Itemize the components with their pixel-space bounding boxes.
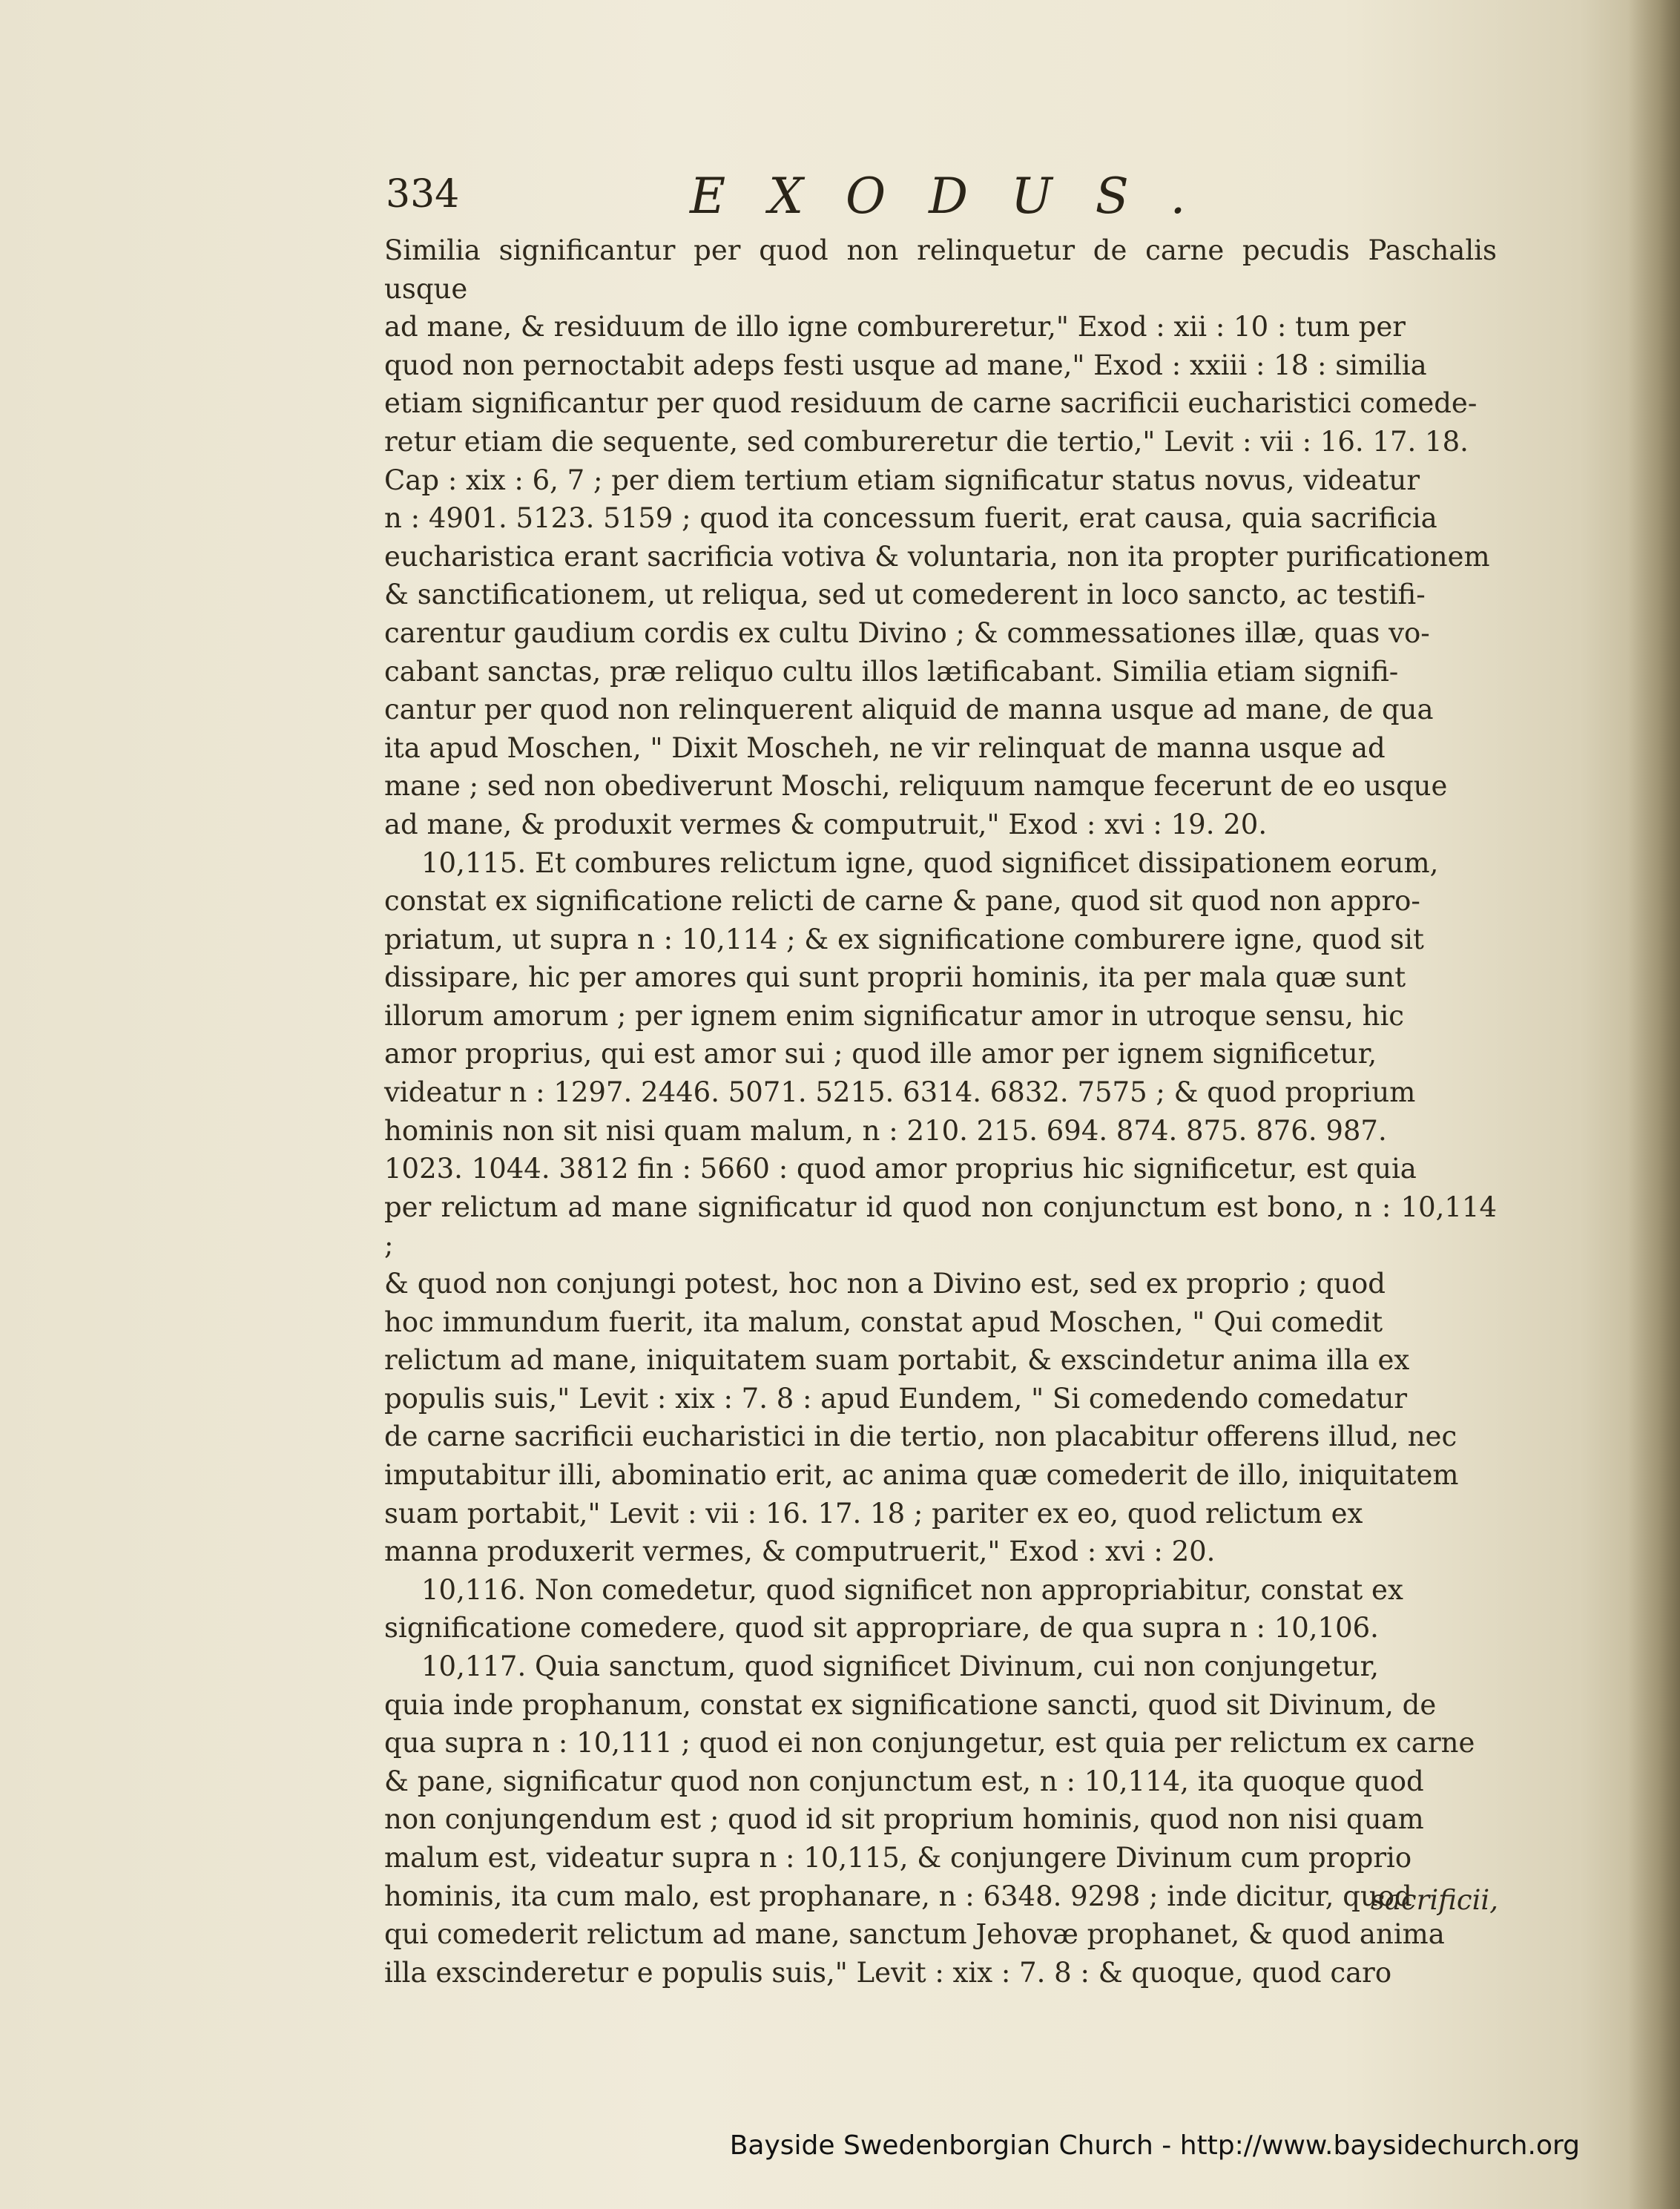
text-line: imputabitur illi, abominatio erit, ac anima quæ comederit de illo, iniquitatem xyxy=(384,1459,1459,1491)
text-line: malum est, videatur supra n : 10,115, & conjungere Divinum cum proprio xyxy=(384,1841,1412,1874)
text-line: etiam significantur per quod residuum de carne sacrificii eucharistici comede- xyxy=(384,387,1478,420)
text-line: quod non pernoctabit adeps festi usque ad mane," Exod : xxiii : 18 : similia xyxy=(384,349,1427,381)
paragraph-10116-start: 10,116. Non comedetur, quod significet non appropriabitur, constat ex xyxy=(421,1573,1403,1606)
text-line: hominis, ita cum malo, est prophanare, n : 6348. 9298 ; inde dicitur, quod xyxy=(384,1880,1412,1912)
text-line: ad mane, & produxit vermes & computruit," Exod : xvi : 19. 20. xyxy=(384,808,1268,840)
text-line: populis suis," Levit : xix : 7. 8 : apud Eundem, " Si comedendo comedatur xyxy=(384,1382,1408,1415)
text-line: n : 4901. 5123. 5159 ; quod ita concessum fuerit, erat causa, quia sacrificia xyxy=(384,502,1437,535)
text-line: suam portabit," Levit : vii : 16. 17. 18 ; pariter ex eo, quod relictum ex xyxy=(384,1497,1363,1530)
text-line: mane ; sed non obediverunt Moschi, reliquum namque fecerunt de eo usque xyxy=(384,770,1448,803)
text-line: qua supra n : 10,111 ; quod ei non conjungetur, est quia per relictum ex carne xyxy=(384,1727,1475,1759)
text-line: non conjungendum est ; quod id sit proprium hominis, quod non nisi quam xyxy=(384,1803,1424,1836)
text-line: quia inde prophanum, constat ex significatione sancti, quod sit Divinum, de xyxy=(384,1688,1437,1721)
page-header xyxy=(386,165,1498,231)
text-line: illorum amorum ; per ignem enim significatur amor in utroque sensu, hic xyxy=(384,999,1405,1032)
text-line: de carne sacrificii eucharistici in die tertio, non placabitur offerens illud, nec xyxy=(384,1420,1457,1453)
text-line: hominis non sit nisi quam malum, n : 210. 215. 694. 874. 875. 876. 987. xyxy=(384,1114,1387,1147)
body-text xyxy=(384,231,1497,1992)
paragraph-10115-start: 10,115. Et combures relictum igne, quod significet dissipationem eorum, xyxy=(421,846,1439,879)
text-line: qui comederit relictum ad mane, sanctum Jehovæ prophanet, & quod anima xyxy=(384,1918,1445,1951)
text-line: cantur per quod non relinquerent aliquid de manna usque ad mane, de qua xyxy=(384,694,1434,726)
text-line: & pane, significatur quod non conjunctum est, n : 10,114, ita quoque quod xyxy=(384,1765,1424,1797)
text-line: hoc immundum fuerit, ita malum, constat apud Moschen, " Qui comedit xyxy=(384,1306,1383,1338)
text-line: 1023. 1044. 3812 fin : 5660 : quod amor proprius hic significetur, est quia xyxy=(384,1153,1417,1185)
running-title: EXODUS. xyxy=(690,168,1229,225)
text-line: & sanctificationem, ut reliqua, sed ut comederent in loco sancto, ac testifi- xyxy=(384,579,1426,611)
text-line: manna produxerit vermes, & computruerit," Exod : xvi : 20. xyxy=(384,1535,1216,1568)
text-line: dissipare, hic per amores qui sunt proprii hominis, ita per mala quæ sunt xyxy=(384,961,1406,994)
watermark-footer: Bayside Swedenborgian Church - http://www.baysidechurch.org xyxy=(729,2130,1580,2161)
text-line: amor proprius, qui est amor sui ; quod ille amor per ignem significetur, xyxy=(384,1038,1377,1070)
catchword: sacrificii, xyxy=(1370,1884,1498,1916)
text-line: retur etiam die sequente, sed combureretur die tertio," Levit : vii : 16. 17. 18. xyxy=(384,425,1469,458)
text-line: Similia significantur per quod non relinquetur de carne pecudis Paschalis usque xyxy=(384,234,1497,305)
text-line: per relictum ad mane significatur id quod non conjunctum est bono, n : 10,114 ; xyxy=(384,1191,1497,1262)
text-line: cabant sanctas, præ reliquo cultu illos lætificabant. Similia etiam signifi- xyxy=(384,655,1399,688)
text-line: & quod non conjungi potest, hoc non a Divino est, sed ex proprio ; quod xyxy=(384,1268,1386,1300)
text-line: constat ex significatione relicti de carne & pane, quod sit quod non appro- xyxy=(384,885,1420,918)
paragraph-10117-start: 10,117. Quia sanctum, quod significet Divinum, cui non conjungetur, xyxy=(421,1650,1380,1682)
text-line: significatione comedere, quod sit appropriare, de qua supra n : 10,106. xyxy=(384,1612,1379,1645)
text-line: carentur gaudium cordis ex cultu Divino ; & commessationes illæ, quas vo- xyxy=(384,616,1430,649)
text-line: ad mane, & residuum de illo igne combureretur," Exod : xii : 10 : tum per xyxy=(384,311,1406,343)
page-edge-shadow xyxy=(1628,0,1680,2209)
text-line: ita apud Moschen, " Dixit Moscheh, ne vir relinquat de manna usque ad xyxy=(384,731,1386,764)
text-line: Cap : xix : 6, 7 ; per diem tertium etiam significatur status novus, videatur xyxy=(384,464,1420,496)
page-number: 334 xyxy=(386,172,460,217)
text-line: videatur n : 1297. 2446. 5071. 5215. 6314. 6832. 7575 ; & quod proprium xyxy=(384,1076,1416,1109)
text-line: illa exscinderetur e populis suis," Levit : xix : 7. 8 : & quoque, quod caro xyxy=(384,1956,1392,1989)
text-line: eucharistica erant sacrificia votiva & voluntaria, non ita propter purificationem xyxy=(384,540,1490,573)
text-line: relictum ad mane, iniquitatem suam portabit, & exscindetur anima illa ex xyxy=(384,1344,1410,1377)
text-line: priatum, ut supra n : 10,114 ; & ex significatione comburere igne, quod sit xyxy=(384,923,1424,955)
